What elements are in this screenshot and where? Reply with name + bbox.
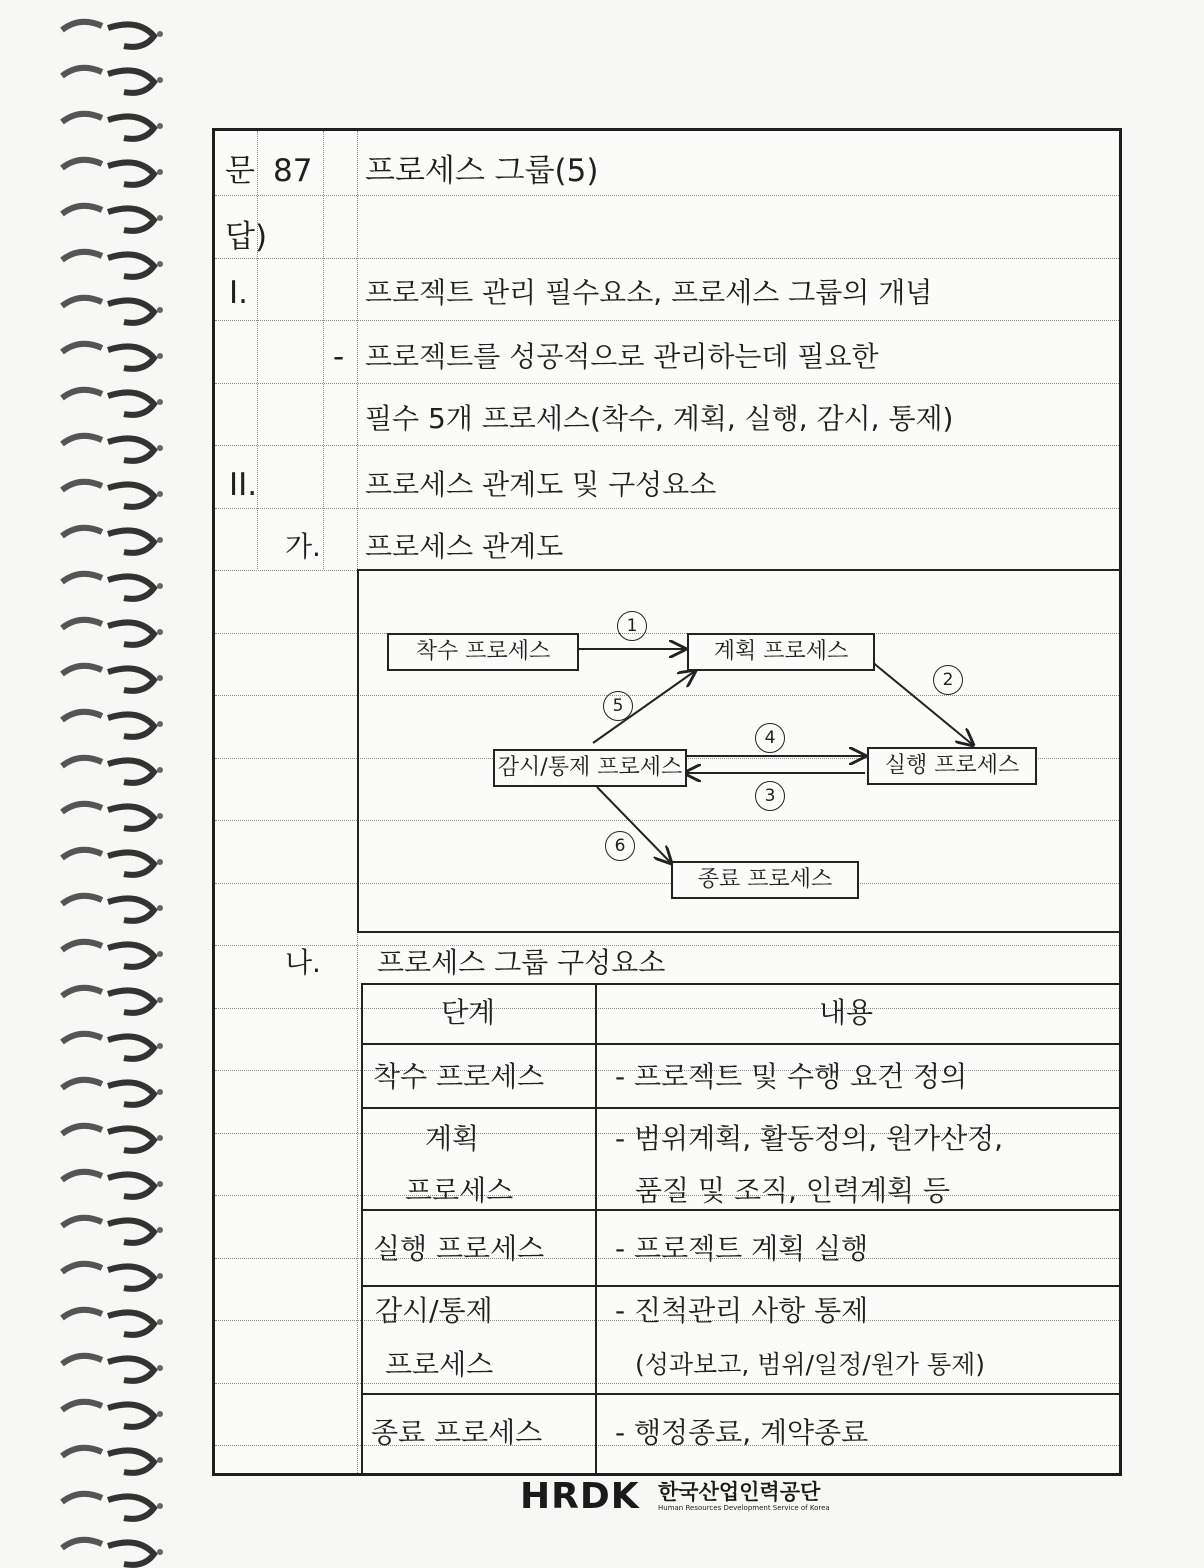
subsection-a-marker: 가. (285, 530, 321, 563)
spiral-coil (62, 1494, 163, 1519)
spiral-coil (62, 1080, 163, 1105)
executing-process-node: 실행 프로세스 (867, 747, 1037, 785)
content-initiating: - 프로젝트 및 수행 요건 정의 (615, 1060, 968, 1093)
content-closing: - 행정종료, 계약종료 (615, 1416, 869, 1449)
edge-label-1: 1 (617, 611, 647, 641)
monitoring-process-node: 감시/통제 프로세스 (493, 749, 687, 787)
stage-monitoring-line-2: 프로세스 (385, 1348, 494, 1381)
question-label: 문 (225, 153, 255, 189)
spiral-coil (62, 850, 163, 875)
notebook-page (212, 128, 1122, 1476)
question-title: 프로세스 그룹(5) (365, 153, 599, 189)
stage-initiating: 착수 프로세스 (373, 1060, 545, 1093)
spiral-coil (62, 528, 163, 553)
diagram-arrows (215, 131, 1119, 1473)
edge-label-6: 6 (605, 831, 635, 861)
section-1-numeral: I. (229, 275, 248, 311)
spiral-coil (62, 1402, 163, 1427)
content-executing: - 프로젝트 계획 실행 (615, 1232, 869, 1265)
subsection-b-heading: 프로세스 그룹 구성요소 (377, 946, 666, 979)
table-row-divider (361, 1285, 1119, 1287)
spiral-coil (62, 436, 163, 461)
edge-label-4: 4 (755, 723, 785, 753)
spiral-coil (62, 1448, 163, 1473)
spiral-coil (62, 1172, 163, 1197)
spiral-coil (62, 1310, 163, 1335)
question-number: 87 (273, 153, 313, 189)
stage-executing: 실행 프로세스 (373, 1232, 545, 1265)
footer-branding (520, 1474, 840, 1534)
spiral-coil (62, 758, 163, 783)
spiral-coil (62, 942, 163, 967)
spiral-coil (62, 1126, 163, 1151)
section-1-heading: 프로젝트 관리 필수요소, 프로세스 그룹의 개념 (365, 276, 933, 309)
content-monitoring-line-2: (성과보고, 범위/일정/원가 통제) (635, 1350, 985, 1379)
spiral-coil (62, 1356, 163, 1381)
spiral-coil (62, 1540, 163, 1565)
planning-process-node: 계획 프로세스 (687, 633, 875, 671)
section-1-line-1: 프로젝트를 성공적으로 관리하는데 필요한 (365, 340, 879, 373)
content-monitoring-line-1: - 진척관리 사항 통제 (615, 1294, 869, 1327)
section-1-line-2: 필수 5개 프로세스(착수, 계획, 실행, 감시, 통제) (365, 402, 954, 435)
table-top-border (361, 983, 1119, 985)
spiral-coil (62, 574, 163, 599)
stage-closing: 종료 프로세스 (371, 1416, 543, 1449)
org-name-english: Human Resources Development Service of Korea (658, 1504, 830, 1512)
spiral-coil (62, 1034, 163, 1059)
table-header-content: 내용 (819, 996, 874, 1029)
spiral-coil (62, 666, 163, 691)
table-row-divider (361, 1043, 1119, 1045)
spiral-coil (62, 160, 163, 185)
subsection-b-marker: 나. (285, 946, 321, 979)
spiral-coil (62, 206, 163, 231)
table-header-stage: 단계 (441, 996, 496, 1029)
edge-label-3: 3 (755, 781, 785, 811)
spiral-binding (0, 0, 200, 1568)
spiral-coil (62, 1218, 163, 1243)
edge-label-2: 2 (933, 665, 963, 695)
spiral-coil (62, 988, 163, 1013)
initiating-process-node: 착수 프로세스 (387, 633, 579, 671)
stage-planning-line-2: 프로세스 (405, 1174, 514, 1207)
stage-planning-line-1: 계획 (425, 1122, 480, 1155)
section-1-bullet: - (333, 339, 345, 375)
spiral-coil (62, 482, 163, 507)
spiral-coil (62, 22, 163, 47)
content-planning-line-1: - 범위계획, 활동정의, 원가산정, (615, 1122, 1004, 1155)
subsection-a-heading: 프로세스 관계도 (365, 530, 564, 563)
table-row-divider (361, 1107, 1119, 1109)
hrdk-logo: HRDK (520, 1476, 640, 1517)
spiral-coil (62, 896, 163, 921)
spiral-coil (62, 344, 163, 369)
org-name: 한국산업인력공단 (658, 1480, 821, 1504)
spiral-coil (62, 804, 163, 829)
edge-label-5: 5 (603, 691, 633, 721)
spiral-coil (62, 390, 163, 415)
spiral-coil (62, 1264, 163, 1289)
section-2-heading: 프로세스 관계도 및 구성요소 (365, 468, 717, 501)
content-planning-line-2: 품질 및 조직, 인력계획 등 (635, 1174, 950, 1207)
table-row-divider (361, 1393, 1119, 1395)
section-2-numeral: II. (229, 467, 258, 503)
answer-label: 답) (225, 219, 268, 255)
spiral-coil (62, 68, 163, 93)
spiral-coil (62, 114, 163, 139)
spiral-coil (62, 712, 163, 737)
table-left-border (361, 983, 363, 1473)
spiral-coil (62, 620, 163, 645)
spiral-coil (62, 298, 163, 323)
closing-process-node: 종료 프로세스 (671, 861, 859, 899)
stage-monitoring-line-1: 감시/통제 (375, 1294, 493, 1327)
spiral-coil (62, 252, 163, 277)
table-column-divider (595, 983, 597, 1473)
